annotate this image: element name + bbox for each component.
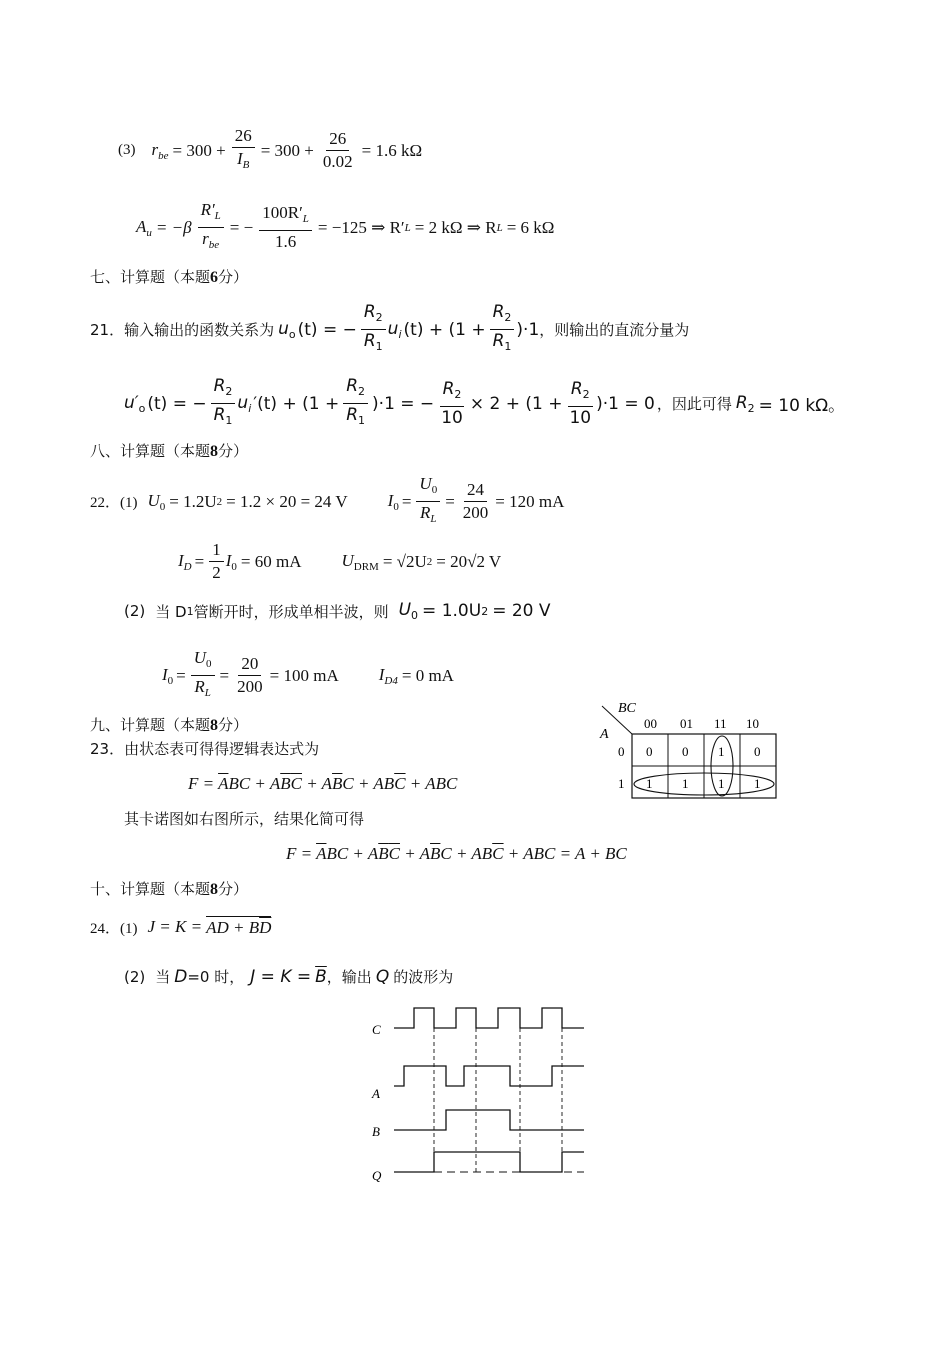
section-10-heading: 十、计算题（本题8分）	[90, 880, 249, 898]
wave-q	[394, 1152, 584, 1172]
au-result3: = 6 kΩ	[506, 217, 555, 237]
frac-26-ib: $\frac{26}{I_B}$	[232, 126, 255, 175]
q22-line2: $I_D$ = $\frac{1}{2}$ $I_0$ = 60 mA $U_{DRM}$ = √2U 2 = 20√2 V	[178, 540, 502, 582]
signal-label-b: B	[372, 1124, 380, 1139]
wave-b	[394, 1110, 584, 1130]
au-eq: = −β	[155, 217, 192, 237]
kmap-cell: 1	[718, 744, 725, 759]
rbe-result: = 1.6 kΩ	[361, 140, 423, 160]
q21-line2: $u'_o$ (t) = − $\frac{R_2}{R_1}$ $u_i$ ′(t) + (1 + $\frac{R_2}{R_1}$ )·1 = − $\frac{R_2}{10}$ × 2 + (1 + $\frac{R_2}{10}$ )·1 = 0 ，因此可得 $R_2$ = 10 kΩ。	[124, 376, 846, 428]
au-symbol: $A_u$	[136, 216, 152, 239]
rbe-eq: = 300 +	[172, 140, 226, 160]
au-mid: = −	[229, 217, 254, 237]
q22-part2: (2) 当 D 1 管断开时，形成单相半波，则 $U_0$ = 1.0U 2 = 20 V	[124, 600, 551, 622]
kmap-cell: 0	[682, 744, 689, 759]
signal-label-a: A	[372, 1086, 380, 1101]
frac-r2-r1: $\frac{R_2}{R_1}$	[361, 302, 386, 357]
kmap-col-0: 00	[644, 716, 657, 731]
signal-label-c: C	[372, 1022, 381, 1037]
frac-r2-r1-b: $\frac{R_2}{R_1}$	[490, 302, 515, 357]
wave-c	[394, 1008, 584, 1028]
q24-part2: (2) 当 D =0 时， J = K = $\overline{B}$ ，输出 Q 的波形为	[124, 966, 454, 987]
karnaugh-map	[596, 698, 786, 804]
kmap-cell: 1	[646, 776, 653, 791]
kmap-row-0: 0	[618, 744, 625, 759]
kmap-row-1: 1	[618, 776, 625, 791]
frac-26-002: $\frac{26}{0.02}$	[322, 129, 353, 171]
signal-label-q: Q	[372, 1168, 382, 1183]
q22-line4: $I_0$ = $\frac{U_0}{R_L}$ = $\frac{20}{200}$ = 100 mA $I_{D4}$ = 0 mA	[162, 648, 454, 699]
frac-100rl: $\frac{100R'_L}{1.6}$	[259, 203, 312, 252]
q24-part1: 24．(1) J = K = AD + $B\overline{D}$	[90, 917, 272, 937]
au-result2: = 2 kΩ ⇒ R	[414, 217, 497, 237]
kmap-col-1: 01	[680, 716, 693, 731]
kmap-cell: 1	[754, 776, 761, 791]
q21-line1: 21． 输入输出的函数关系为 $u_o$ (t) = − $\frac{R_2}{R_1}$ $u_i$ (t) + (1 + $\frac{R_2}{R_1}$ )·1 ，则输出的直流分量为	[90, 302, 689, 357]
section-9-heading: 九、计算题（本题8分）	[90, 716, 249, 734]
kmap-row-var: A	[600, 727, 609, 742]
au-formula: $A_u$ = −β $\frac{R'_L}{r_{be}}$ = − $\frac{100R'_L}{1.6}$ = −125 ⇒ R′ L = 2 kΩ ⇒ R L = 6 kΩ	[136, 200, 554, 255]
timing-diagram	[366, 1000, 596, 1190]
rbe-mid: = 300 +	[260, 140, 314, 160]
au-result: = −125 ⇒ R′	[317, 217, 405, 237]
kmap-col-2: 11	[714, 716, 727, 731]
kmap-cell: 0	[754, 744, 761, 759]
q22-line1: 22．(1) $U_0$ = 1.2U 2 = 1.2 × 20 = 24 V $I_0$ = $\frac{U_0}{R_L}$ = $\frac{24}{200}$ = 120 mA	[90, 474, 565, 525]
q23-expression-1: $F = \overline{A}BC + A\overline{B}\overline{C} + A\overline{B}C + AB\overline{C}$ + ABC	[188, 774, 458, 793]
q23-line1: 23．由状态表可得得逻辑表达式为	[90, 740, 320, 758]
kmap-cell: 1	[718, 776, 725, 791]
kmap-cell: 1	[682, 776, 689, 791]
section-7-heading: 七、计算题（本题6分）	[90, 268, 249, 286]
rbe-formula	[118, 126, 422, 175]
kmap-col-var: BC	[618, 701, 636, 716]
kmap-col-3: 10	[746, 716, 759, 731]
q23-line2: 其卡诺图如右图所示，结果化简可得	[124, 810, 365, 828]
frac-rl-rbe: $\frac{R'_L}{r_{be}}$	[198, 200, 224, 255]
part-label: (3)	[118, 142, 136, 158]
kmap-cell: 0	[646, 744, 653, 759]
wave-a	[394, 1066, 584, 1086]
section-8-heading: 八、计算题（本题8分）	[90, 442, 249, 460]
q23-expression-2: $F = \overline{A}BC + A\overline{B}\overline{C} + A\overline{B}C + AB\overline{C}$ + ABC = A + BC	[286, 844, 627, 863]
rbe-symbol: $r_{be}$	[151, 139, 169, 162]
